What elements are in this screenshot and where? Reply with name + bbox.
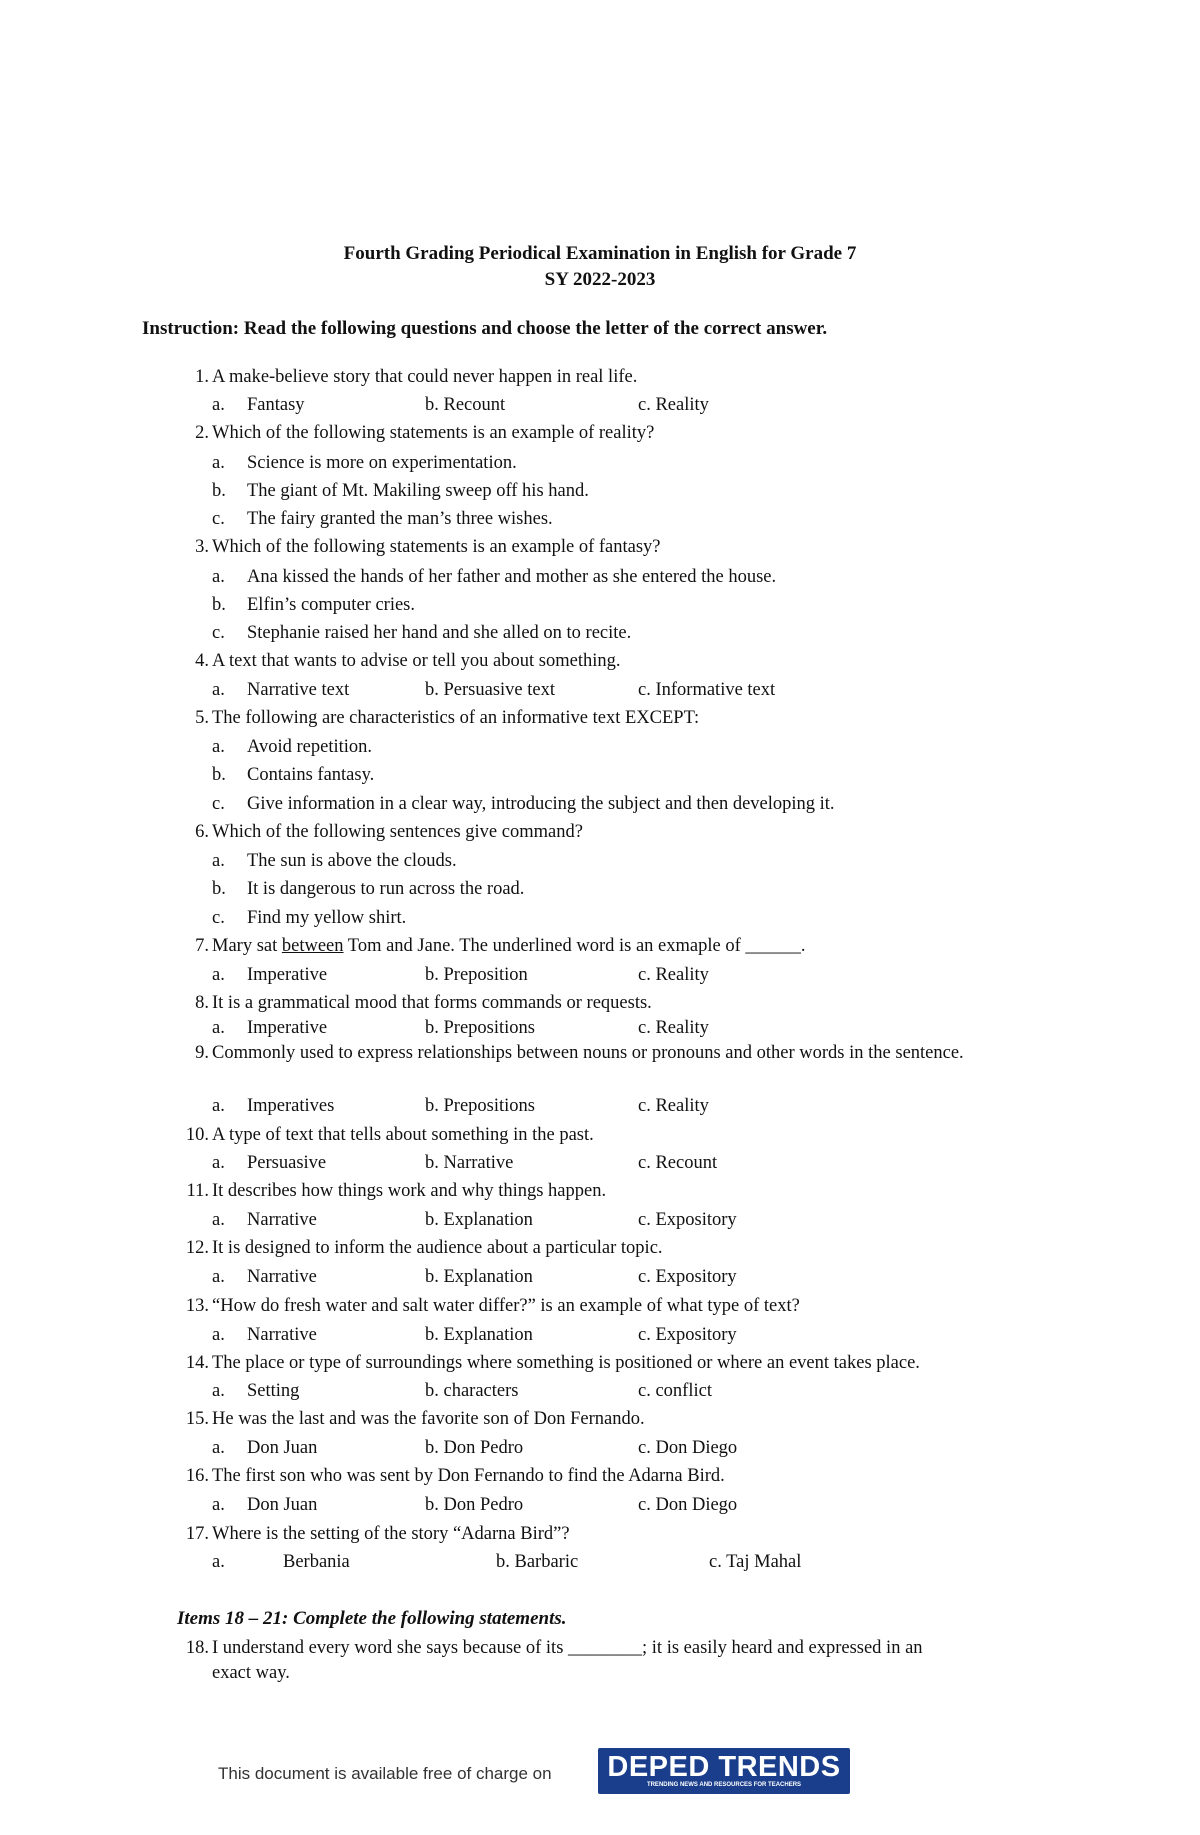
option-text: Don Pedro bbox=[443, 1438, 524, 1458]
option-text: The sun is above the clouds. bbox=[247, 851, 457, 871]
option-letter: c. bbox=[638, 1210, 651, 1230]
option-text: Fantasy bbox=[247, 395, 305, 415]
option-letter: a. bbox=[212, 1096, 225, 1116]
option-text: characters bbox=[443, 1381, 519, 1401]
option-text: Imperative bbox=[247, 965, 328, 985]
option-c bbox=[638, 1265, 737, 1290]
question-number: 13. bbox=[185, 1296, 209, 1316]
option-letter: b. bbox=[425, 965, 439, 985]
option-c bbox=[638, 393, 709, 418]
option-letter: a. bbox=[212, 1153, 225, 1173]
question-number: 15. bbox=[185, 1409, 209, 1429]
underlined-word: between bbox=[281, 936, 344, 956]
option-letter: a. bbox=[212, 1495, 225, 1515]
option-letter: a. bbox=[212, 1552, 225, 1572]
option-letter: a. bbox=[212, 567, 225, 587]
option-text: Reality bbox=[655, 1018, 709, 1038]
question-number: 8. bbox=[195, 993, 209, 1013]
option-letter: b. bbox=[425, 1438, 439, 1458]
option-letter: c. bbox=[638, 1381, 651, 1401]
option-letter: c. bbox=[638, 1096, 651, 1116]
option-text: Find my yellow shirt. bbox=[247, 908, 407, 928]
answer-blank: ________ bbox=[568, 1638, 643, 1658]
option-text: Prepositions bbox=[443, 1096, 535, 1116]
question-text: Which of the following sentences give command? bbox=[212, 822, 583, 842]
option-letter: a. bbox=[212, 1325, 225, 1345]
option-letter: b. bbox=[496, 1552, 510, 1572]
option-c bbox=[638, 1323, 737, 1348]
question-number: 2. bbox=[195, 423, 209, 443]
question-text: Mary sat between Tom and Jane. The underlined word is an exmaple of ______. bbox=[212, 936, 806, 956]
option-text: Explanation bbox=[443, 1325, 533, 1345]
question-number: 6. bbox=[195, 822, 209, 842]
option-text: Science is more on experimentation. bbox=[247, 453, 517, 473]
option-letter: b. bbox=[425, 680, 439, 700]
option-letter: c. bbox=[638, 1018, 651, 1038]
option-letter: c. bbox=[638, 1325, 651, 1345]
option-text: Reality bbox=[655, 395, 709, 415]
option-text: Don Pedro bbox=[443, 1495, 524, 1515]
option-text: Narrative bbox=[247, 1325, 317, 1345]
option-letter: c. bbox=[638, 1438, 651, 1458]
question-text: The following are characteristics of an informative text EXCEPT: bbox=[212, 708, 700, 728]
option-c bbox=[638, 678, 775, 703]
option-text: Reality bbox=[655, 1096, 709, 1116]
option-c bbox=[638, 1094, 709, 1119]
exam-title: Fourth Grading Periodical Examination in English for Grade 7 bbox=[343, 243, 857, 264]
option-text: Prepositions bbox=[443, 1018, 535, 1038]
option-letter: b. bbox=[425, 1018, 439, 1038]
question-text: Which of the following statements is an example of fantasy? bbox=[212, 537, 661, 557]
option-text: Imperatives bbox=[247, 1096, 335, 1116]
question-number: 3. bbox=[195, 537, 209, 557]
option-letter: a. bbox=[212, 1018, 225, 1038]
option-letter: b. bbox=[425, 395, 439, 415]
option-letter: c. bbox=[212, 509, 225, 529]
option-b bbox=[496, 1550, 578, 1575]
option-letter: b. bbox=[212, 595, 226, 615]
option-letter: b. bbox=[212, 879, 226, 899]
question-text: He was the last and was the favorite son of Don Fernando. bbox=[212, 1409, 645, 1429]
option-b bbox=[425, 1436, 523, 1461]
option-text: Elfin’s computer cries. bbox=[247, 595, 415, 615]
option-text: Don Juan bbox=[247, 1495, 318, 1515]
option-letter: c. bbox=[638, 395, 651, 415]
option-letter: a. bbox=[212, 395, 225, 415]
option-letter: c. bbox=[212, 908, 225, 928]
option-letter: c. bbox=[638, 965, 651, 985]
question-number: 10. bbox=[185, 1125, 209, 1145]
option-c bbox=[638, 1016, 709, 1041]
option-text: Recount bbox=[443, 395, 506, 415]
question-text: The first son who was sent by Don Fernando to find the Adarna Bird. bbox=[212, 1466, 725, 1486]
question-text: It is a grammatical mood that forms commands or requests. bbox=[212, 993, 652, 1013]
option-c bbox=[638, 1493, 737, 1518]
question-number: 12. bbox=[185, 1238, 209, 1258]
option-letter: b. bbox=[425, 1153, 439, 1173]
option-text: Contains fantasy. bbox=[247, 765, 375, 785]
option-b bbox=[425, 1323, 533, 1348]
option-letter: c. bbox=[212, 794, 225, 814]
option-c bbox=[638, 1379, 712, 1404]
option-b bbox=[425, 678, 555, 703]
school-year: SY 2022-2023 bbox=[544, 269, 656, 290]
option-text: Expository bbox=[655, 1325, 737, 1345]
option-text: Taj Mahal bbox=[726, 1552, 802, 1572]
option-text: It is dangerous to run across the road. bbox=[247, 879, 525, 899]
option-text: Don Juan bbox=[247, 1438, 318, 1458]
option-letter: a. bbox=[212, 1267, 225, 1287]
option-text: Reality bbox=[655, 965, 709, 985]
option-text: Ana kissed the hands of her father and mother as she entered the house. bbox=[247, 567, 777, 587]
option-letter: c. bbox=[638, 680, 651, 700]
option-letter: c. bbox=[709, 1552, 722, 1572]
option-text: Berbania bbox=[283, 1552, 350, 1572]
option-text: The fairy granted the man’s three wishes. bbox=[247, 509, 553, 529]
option-b bbox=[425, 1208, 533, 1233]
option-text: Don Diego bbox=[655, 1495, 738, 1515]
question-text: Where is the setting of the story “Adarna Bird”? bbox=[212, 1524, 570, 1544]
question-number: 9. bbox=[195, 1043, 209, 1063]
option-text: Don Diego bbox=[655, 1438, 738, 1458]
option-text: The giant of Mt. Makiling sweep off his hand. bbox=[247, 481, 589, 501]
option-b bbox=[425, 1379, 518, 1404]
option-text: Setting bbox=[247, 1381, 300, 1401]
option-letter: c. bbox=[638, 1495, 651, 1515]
question-number: 7. bbox=[195, 936, 209, 956]
option-letter: a. bbox=[212, 851, 225, 871]
option-letter: a. bbox=[212, 680, 225, 700]
deped-trends-logo[interactable] bbox=[598, 1748, 850, 1794]
logo-text: DEPED TRENDS bbox=[607, 1751, 841, 1783]
option-text: Imperative bbox=[247, 1018, 328, 1038]
logo-tagline: TRENDING NEWS AND RESOURCES FOR TEACHERS bbox=[646, 1782, 802, 1788]
question-number: 4. bbox=[195, 651, 209, 671]
question-text: Which of the following statements is an example of reality? bbox=[212, 423, 655, 443]
option-text: Stephanie raised her hand and she alled on to recite. bbox=[247, 623, 632, 643]
option-text: Narrative bbox=[443, 1153, 514, 1173]
option-text: Give information in a clear way, introducing the subject and then developing it. bbox=[247, 794, 835, 814]
option-letter: a. bbox=[212, 1438, 225, 1458]
question-text: A text that wants to advise or tell you about something. bbox=[212, 651, 621, 671]
option-text: Avoid repetition. bbox=[247, 737, 373, 757]
option-c bbox=[638, 963, 709, 988]
option-letter: a. bbox=[212, 1381, 225, 1401]
option-b bbox=[425, 1265, 533, 1290]
option-letter: b. bbox=[425, 1096, 439, 1116]
option-letter: a. bbox=[212, 1210, 225, 1230]
option-text: Barbaric bbox=[514, 1552, 579, 1572]
option-letter: c. bbox=[638, 1267, 651, 1287]
section-heading: Items 18 – 21: Complete the following statements. bbox=[177, 1608, 567, 1629]
option-b bbox=[425, 1094, 535, 1119]
option-text: Narrative bbox=[247, 1267, 317, 1287]
question-text: “How do fresh water and salt water differ?” is an example of what type of text? bbox=[212, 1296, 800, 1316]
option-letter: a. bbox=[212, 737, 225, 757]
option-b bbox=[425, 393, 505, 418]
option-text: Narrative text bbox=[247, 680, 350, 700]
option-b bbox=[425, 1493, 523, 1518]
instruction: Instruction: Read the following questions and choose the letter of the correct answer. bbox=[142, 318, 828, 339]
option-c bbox=[638, 1208, 737, 1233]
option-text: Explanation bbox=[443, 1267, 533, 1287]
option-letter: c. bbox=[212, 623, 225, 643]
question-number: 1. bbox=[195, 367, 209, 387]
option-c bbox=[709, 1550, 801, 1575]
question-text: The place or type of surroundings where something is positioned or where an event takes place. bbox=[212, 1353, 920, 1373]
question-number: 11. bbox=[186, 1181, 209, 1201]
question-number: 18. bbox=[185, 1638, 209, 1658]
option-letter: b. bbox=[425, 1495, 439, 1515]
option-c bbox=[638, 1151, 717, 1176]
option-text: Preposition bbox=[443, 965, 528, 985]
option-letter: b. bbox=[212, 481, 226, 501]
option-text: Expository bbox=[655, 1210, 737, 1230]
option-b bbox=[425, 963, 528, 988]
question-text: A make-believe story that could never happen in real life. bbox=[212, 367, 638, 387]
question-number: 5. bbox=[195, 708, 209, 728]
option-text: Recount bbox=[655, 1153, 718, 1173]
option-text: Explanation bbox=[443, 1210, 533, 1230]
option-letter: a. bbox=[212, 965, 225, 985]
option-letter: b. bbox=[425, 1210, 439, 1230]
footer-availability-text: This document is available free of charge on bbox=[218, 1764, 552, 1783]
option-letter: b. bbox=[425, 1381, 439, 1401]
option-text: Persuasive text bbox=[443, 680, 555, 700]
option-text: Persuasive bbox=[247, 1153, 327, 1173]
question-number: 14. bbox=[185, 1353, 209, 1373]
question-number: 17. bbox=[185, 1524, 209, 1544]
option-letter: b. bbox=[212, 765, 226, 785]
option-c bbox=[638, 1436, 737, 1461]
option-b bbox=[425, 1016, 535, 1041]
question-text: It is designed to inform the audience about a particular topic. bbox=[212, 1238, 663, 1258]
question-text: Commonly used to express relationships between nouns or pronouns and other words in the sentence. bbox=[212, 1043, 964, 1063]
option-text: Expository bbox=[655, 1267, 737, 1287]
option-letter: a. bbox=[212, 453, 225, 473]
question-text: A type of text that tells about something in the past. bbox=[212, 1125, 594, 1145]
question-number: 16. bbox=[185, 1466, 209, 1486]
question-text: I understand every word she says because of its ________; it is easily heard and expressed in an exact way. bbox=[212, 1638, 923, 1683]
option-letter: b. bbox=[425, 1325, 439, 1345]
option-text: Narrative bbox=[247, 1210, 317, 1230]
option-text: Informative text bbox=[655, 680, 776, 700]
option-text: conflict bbox=[655, 1381, 712, 1401]
option-letter: c. bbox=[638, 1153, 651, 1173]
option-letter: b. bbox=[425, 1267, 439, 1287]
option-b bbox=[425, 1151, 513, 1176]
question-text: It describes how things work and why things happen. bbox=[212, 1181, 607, 1201]
